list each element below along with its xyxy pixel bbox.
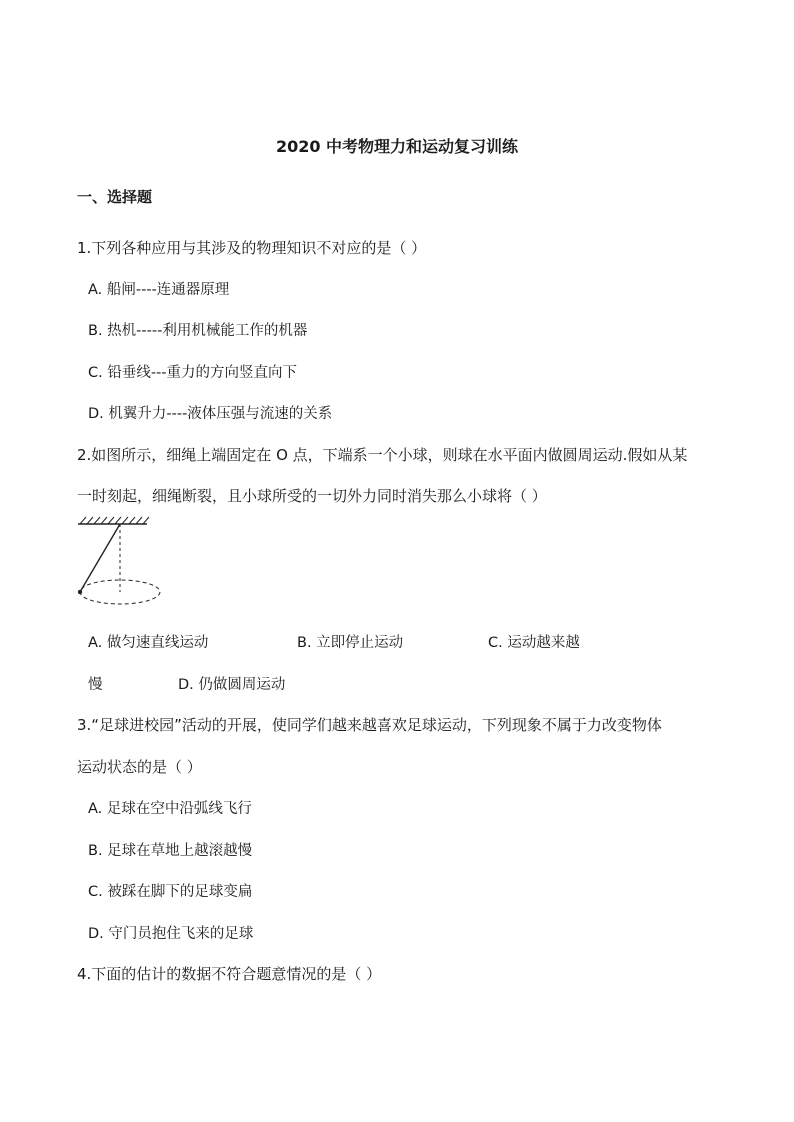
- question-1-option-d: D. 机翼升力----液体压强与流速的关系: [88, 406, 333, 422]
- question-4-stem: 4.下面的估计的数据不符合题意情况的是（ ）: [77, 965, 382, 983]
- question-2-option-b: B. 立即停止运动: [297, 635, 404, 651]
- question-3-stem-line-2: 运动状态的是（ ）: [77, 758, 202, 776]
- question-1-stem: 1.下列各种应用与其涉及的物理知识不对应的是（ ）: [77, 239, 427, 257]
- page-title: 2020 中考物理力和运动复习训练: [275, 137, 519, 156]
- question-2-option-c-continued: 慢: [88, 677, 103, 693]
- question-2-option-c: C. 运动越来越: [488, 635, 580, 651]
- ceiling-hatch: [80, 517, 149, 524]
- question-3-option-d: D. 守门员抱住飞来的足球: [88, 926, 254, 942]
- question-3-stem-line-1: 3.“足球进校园”活动的开展，使同学们越来越喜欢足球运动，下列现象不属于力改变物体: [77, 716, 662, 734]
- question-2-option-d: D. 仍做圆周运动: [178, 677, 286, 693]
- question-3-option-b: B. 足球在草地上越滚越慢: [88, 843, 253, 859]
- question-1-option-a: A. 船闸----连通器原理: [88, 282, 230, 298]
- question-2-stem-line-1: 2.如图所示，细绳上端固定在 O 点，下端系一个小球，则球在水平面内做圆周运动.假如从某: [77, 446, 688, 464]
- question-2-stem-line-2: 一时刻起，细绳断裂，且小球所受的一切外力同时消失那么小球将（ ）: [77, 487, 547, 505]
- question-3-option-c: C. 被踩在脚下的足球变扁: [88, 884, 253, 900]
- question-2-option-a: A. 做匀速直线运动: [88, 635, 209, 651]
- question-3-option-a: A. 足球在空中沿弧线飞行: [88, 801, 252, 817]
- pendulum-figure: [70, 516, 165, 616]
- question-1-option-b: B. 热机-----利用机械能工作的机器: [88, 323, 308, 339]
- section-heading: 一、选择题: [77, 188, 153, 206]
- string-line: [80, 524, 120, 592]
- ball: [78, 590, 82, 594]
- question-1-option-c: C. 铅垂线---重力的方向竖直向下: [88, 365, 298, 381]
